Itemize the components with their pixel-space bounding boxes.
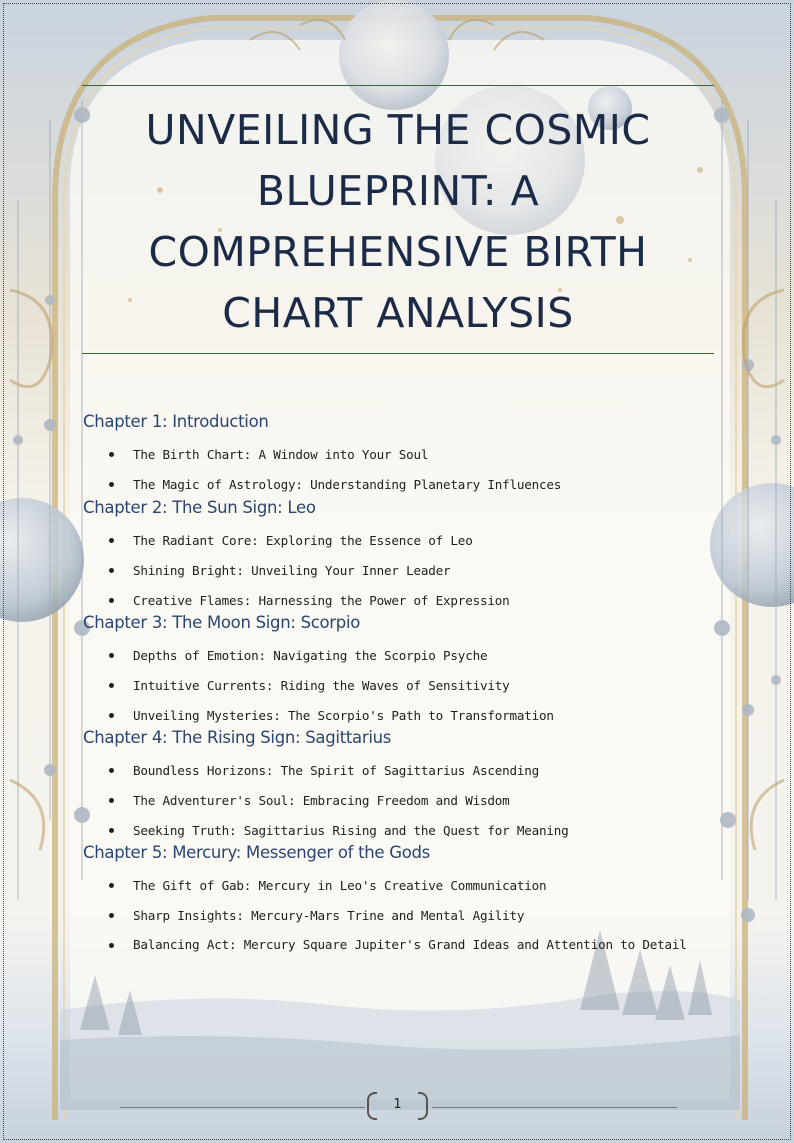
chapter-4 xyxy=(83,726,723,839)
chapter-heading: Chapter 2: The Sun Sign: Leo xyxy=(83,498,316,517)
chapter-heading: Chapter 5: Mercury: Messenger of the Gods xyxy=(83,843,430,862)
chapter-items xyxy=(83,647,723,724)
list-item: Sharp Insights: Mercury-Mars Trine and Mental Agility xyxy=(107,907,723,924)
list-item: The Adventurer's Soul: Embracing Freedom and Wisdom xyxy=(107,792,723,809)
page-number-bracket-left xyxy=(367,1092,377,1120)
page-number: 1 xyxy=(393,1097,402,1112)
chapter-items xyxy=(83,532,723,609)
page-number-rule-left xyxy=(120,1107,365,1108)
list-item: Intuitive Currents: Riding the Waves of Sensitivity xyxy=(107,677,723,694)
page-number-rule-right xyxy=(432,1107,677,1108)
chapter-items xyxy=(83,446,723,493)
list-item: Shining Bright: Unveiling Your Inner Leader xyxy=(107,562,723,579)
list-item: The Magic of Astrology: Understanding Planetary Influences xyxy=(107,476,723,493)
list-item: Creative Flames: Harnessing the Power of Expression xyxy=(107,592,723,609)
chapter-1 xyxy=(83,410,723,493)
chapter-heading: Chapter 4: The Rising Sign: Sagittarius xyxy=(83,728,392,747)
title-top-rule xyxy=(82,85,714,86)
table-of-contents xyxy=(83,410,723,965)
list-item: Balancing Act: Mercury Square Jupiter's Grand Ideas and Attention to Detail xyxy=(107,937,693,952)
page-number-bracket-right xyxy=(418,1092,428,1120)
list-item: Unveiling Mysteries: The Scorpio's Path to Transformation xyxy=(107,707,723,724)
chapter-5 xyxy=(83,841,723,952)
list-item: The Birth Chart: A Window into Your Soul xyxy=(107,446,723,463)
chapter-3 xyxy=(83,611,723,724)
document-title: UNVEILING THE COSMIC BLUEPRINT: A COMPREHENSIVE BIRTH CHART ANALYSIS xyxy=(145,106,651,337)
title-bottom-rule xyxy=(82,353,714,354)
chapter-items xyxy=(83,877,723,952)
chapter-items xyxy=(83,762,723,839)
list-item: Depths of Emotion: Navigating the Scorpio Psyche xyxy=(107,647,723,664)
list-item: Boundless Horizons: The Spirit of Sagittarius Ascending xyxy=(107,762,723,779)
chapter-heading: Chapter 3: The Moon Sign: Scorpio xyxy=(83,613,361,632)
list-item: The Radiant Core: Exploring the Essence of Leo xyxy=(107,532,723,549)
list-item: Seeking Truth: Sagittarius Rising and the Quest for Meaning xyxy=(107,822,723,839)
list-item: The Gift of Gab: Mercury in Leo's Creative Communication xyxy=(107,877,723,894)
chapter-2 xyxy=(83,496,723,609)
chapter-heading: Chapter 1: Introduction xyxy=(83,412,269,431)
